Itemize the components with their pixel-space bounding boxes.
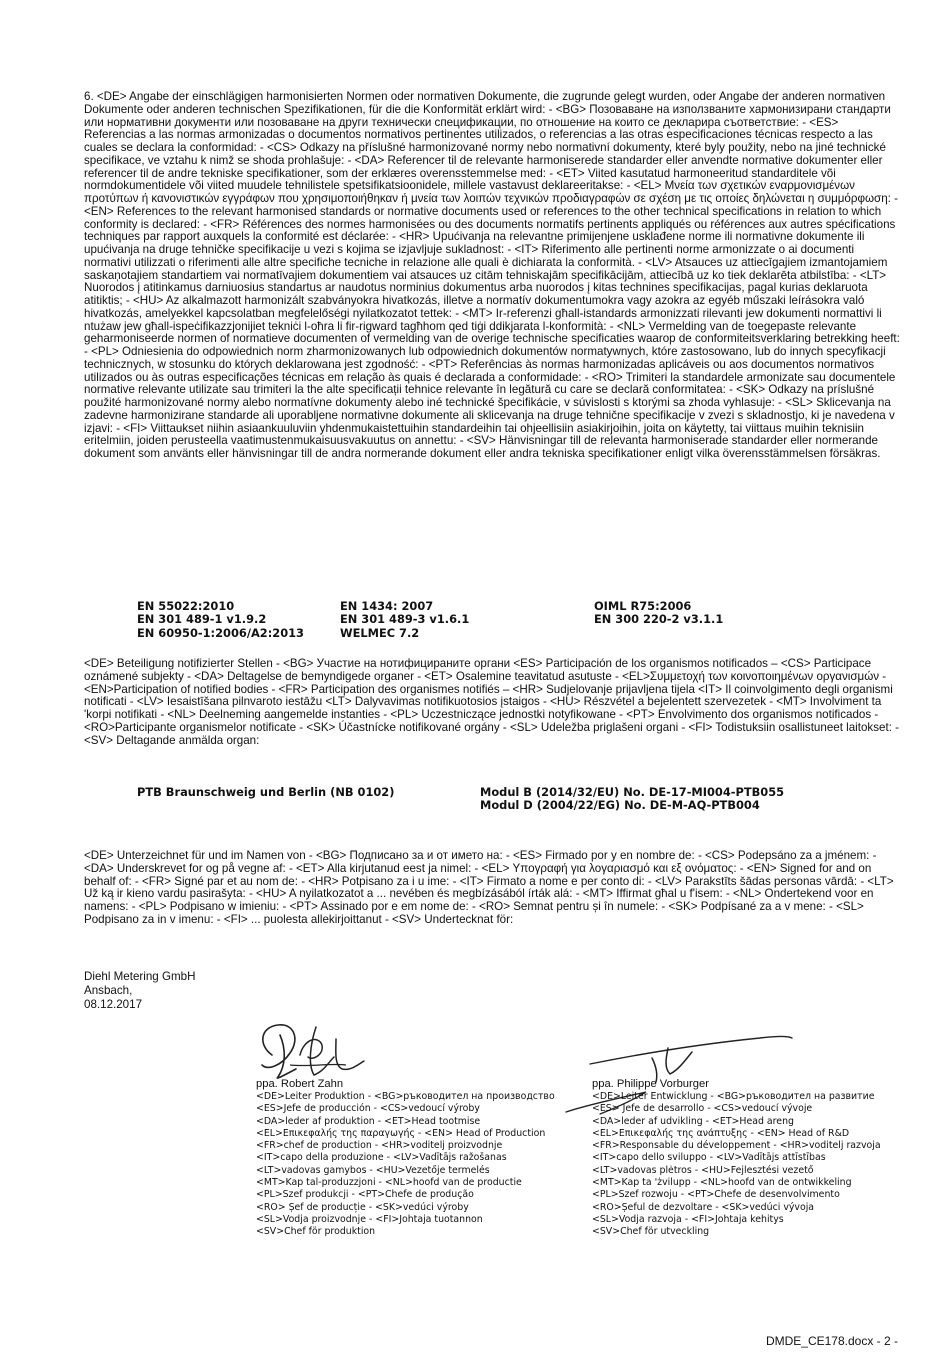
title-line: <FR>chef de production - <HR>voditelj proizvodnje [256,1140,503,1152]
title-line: <IT>capo della produzione - <LV>Vadītājs ražošanas [256,1152,507,1164]
title-line: <MT>Kap ta 'żvilupp - <NL>hoofd van de ontwikkeling [592,1177,852,1189]
standard-item: EN 60950-1:2006/A2:2013 [137,625,304,640]
standard-item: OIML R75:2006 [594,599,692,613]
title-line: <EL>Επικεφαλής της παραγωγής - <EN> Head of Production [256,1127,546,1139]
module-list [480,786,784,813]
standard-item: EN 1434: 2007 [340,599,434,613]
standards-row [137,613,837,626]
title-line: <SL>Vodja proizvodnje - <FI>Johtaja tuotannon [256,1213,483,1225]
module-b: Modul B (2014/32/EU) No. DE-17-MI004-PTB055 [480,785,785,799]
title-line: <SV>Chef för produktion [256,1226,376,1238]
signatory-right [592,1078,881,1239]
standard-item: EN 300 220-2 v3.1.1 [594,612,724,627]
signatory-name: ppa. Philippe Vorburger [592,1078,709,1090]
signature-left-image [250,1015,380,1081]
company-city: Ansbach, [84,984,133,997]
title-line: <DA>leder af udvikling - <ET>Head areng [592,1115,794,1127]
standards-row [137,627,837,640]
title-line: <DA>leder af produktion - <ET>Head tootmise [256,1115,481,1127]
signature-date: 08.12.2017 [84,998,143,1011]
notified-bodies-paragraph: <DE> Beteiligung notifizierter Stellen - <BG> Участие на нотифицираните органи <ES> Participación de los organismos notificados – <CS> Participace oznámené subjekty - <DA> Deltagelse de bemyndigede organer - <ET> Osalemine teavitatud asutuste - <EL>Συμμετοχή των κοινοποιημένων οργανισμών - <EN>Participation of notified bodies - <FR> Participation des organismes notifiés – <HR> Sudjelovanje prijavljena tijela <IT> Il coinvolgimento degli organismi notificati - <LV> Iesaistīšana pilnvaroto iestāžu <LT> Dalyvavimas notifikuotosios įstaigos - <HU> Részvétel a bejelentett szervezetek - <MT> Involviment ta 'korpi notifikati - <NL> Deelneming aangemelde instanties - <PL> Uczestniczące jednostki notyfikowane - <PT> Envolvimento dos organismos notificados - <RO>Participante organismelor notificate - <SK> Účastnícke notifikované orgány - <SL> Udeležba priglašeni organi - <FI> Todistuksiin osallistuneet laitokset: - <SV> Deltagande anmälda organ: [84,657,899,747]
title-line: <DE>Leiter Produktion - <BG>ръководител на производство [256,1091,555,1102]
page-footer: DMDE_CE178.docx - 2 - [765,1334,898,1348]
signed-paragraph: <DE> Unterzeichnet für und im Namen von - <BG> Подписано за и от името на: - <ES> Firmado por y en nombre de: - <CS> Podepsáno za a jménem: - <DA> Underskrevet for og på vegne af: - <ET> Alla kirjutanud eest ja nimel: - <EL> Υπογραφή για λογαριασμό και εξ ονόματος: - <EN> Signed for and on behalf of: - <FR> Signé par et au nom de: - <HR> Potpisano za i u ime: - <IT> Firmato a nome e per conto di: - <LV> Parakstīts šādas personas vārdā: - <LT> Už ką ir kieno vardu pasirašyta: - <HU> A nyilatkozatot a ... nevében és megbízásából írták alá: - <MT> Iffirmat għal u f'isem: - <NL> Ondertekend voor en namens: - <PL> Podpisano w imieniu: - <PT> Assinado por e em nome de: - <RO> Semnat pentru și în numele: - <SK> Podpísané za a v mene: - <SL> Podpisano za in v imenu: - <FI> ... puolesta allekirjoittanut - <SV> Undertecknat för: [84,849,894,926]
title-line: <EL>Επικεφαλής της ανάπτυξης - <EN> Head of R&D [592,1127,850,1139]
title-line: <IT>capo dello sviluppo - <LV>Vadītājs attīstības [592,1152,826,1164]
title-line: <LT>vadovas gamybos - <HU>Vezetője termelés [256,1164,490,1176]
signatory-left [256,1078,555,1239]
title-line: <PL>Szef produkcji - <PT>Chefe de produção [256,1189,474,1201]
standards-row [137,600,837,613]
title-line: <PL>Szef rozwoju - <PT>Chefe de desenvolvimento [592,1189,840,1201]
title-line: <RO>Șeful de dezvoltare - <SK>vedúci vývoja [592,1201,815,1213]
signatory-name: ppa. Robert Zahn [256,1078,344,1090]
title-line: <RO> Șef de producție - <SK>vedúci výroby [256,1201,469,1213]
company-name: Diehl Metering GmbH [84,970,196,983]
title-line: <ES>Jefe de producción - <CS>vedoucí výroby [256,1103,480,1115]
notified-body-name: PTB Braunschweig und Berlin (NB 0102) [137,785,395,799]
title-line: <LT>vadovas plėtros - <HU>Fejlesztési vezető [592,1164,814,1176]
title-line: <DE>Leiter Entwicklung - <BG>ръководител на развитие [592,1091,875,1102]
company-block [84,970,195,1012]
title-line: <FR>Responsable du développement - <HR>voditelj razvoja [592,1140,881,1152]
title-line: <SV>Chef för utveckling [592,1226,710,1238]
standards-list [137,600,837,640]
standard-item: WELMEC 7.2 [340,625,420,640]
standards-paragraph: 6. <DE> Angabe der einschlägigen harmonisierten Normen oder normativen Dokumente, die zugrunde gelegt wurden, oder Angabe der anderen normativen Dokumente oder anderen technischen Spezifikationen, für die die Konformität erklärt wird: - <BG> Позоваване на използваните хармонизирани стандарти или нормативни документи или позоваване на други технически спецификации, по отношение на които се декларира съответствие: - <ES> Referencias a las normas armonizadas o documentos normativos pertinentes utilizados, o referencias a las otras especificaciones técnicas respecto a las cuales se declara la conformidad: - <CS> Odkazy na příslušné harmonizované normy nebo normativní dokumenty, které byly použity, nebo na jiné technické specifikace, ve vztahu k nimž se shoda prohlašuje: - <DA> Referencer til de relevante harmoniserede standarder eller anvendte normative dokumenter eller referencer til de andre tekniske specifikationer, som der erklæres overensstemmelse med: - <ET> Viited kasutatud harmoneeritud standarditele või normdokumentidele või viited muudele tehnilistele spetsifikatsioonidele, millele vastavust deklareeritakse: - <EL> Μνεία των σχετικών εναρμονισμένων προτύπων ή κανονιστικών εγγράφων που χρησιμοποιήθηκαν ή μνεία των λοιπών τεχνικών προδιαγραφών σε σχέση με τις οποίες δηλώνεται η συμμόρφωση: - <EN> References to the relevant harmonised standards or normative documents used or references to the other technical specifications in relation to which conformity is declared: - <FR> Références des normes harmonisées ou des documents normatifs pertinents appliqués ou références aux autres spécifications techniques par rapport auxquels la conformité est déclarée: - <HR> Upućivanja na relevantne primijenjene usklađene norme ili normativne dokumente ili upućivanja na druge tehničke specifikacije u vezi s kojima se izjavljuje sukladnost: - <IT> Riferimento alle pertinenti norme armonizzate o ai documenti normativi utilizzati o riferimenti alle altre specifiche tecniche in relazione alle quali è dichiarata la conformità. - <LV> Atsauces uz attiecīgajiem izmantojamiem saskaņotajiem standartiem vai normatīvajiem dokumentiem vai atsauces uz citām tehniskajām specifikācijām, attiecībā uz ko tiek deklarēta atbilstība: - <LT> Nuorodos į atitinkamus darniuosius standartus ar naudotus norminius dokumentus arba nuorodos į kitas technines specifikacijas, pagal kurias deklaruota atitiktis; - <HU> Az alkalmazott harmonizált szabványokra hivatkozás, illetve a normatív dokumentumokra vagy azokra az egyéb műszaki leírásokra való hivatkozás, amelyekkel kapcsolatban megfelelőségi nyilatkozatot tettek: - <MT> Ir-referenzi għall-istandards armonizzati rilevanti jew dokumenti normattivi li ntużaw jew għall-ispeċifikazzjonijiet tekniċi l-oħra li fir-rigward tagħhom qed tiġi ddikjarata l-konformità: - <NL> Vermelding van de toegepaste relevante geharmoniseerde normen of normatieve documenten of vermelding van de overige technische specificaties waarop de conformiteitsverklaring betrekking heeft: - <PL> Odniesienia do odpowiednich norm zharmonizowanych lub odpowiednich dokumentów normatywnych, które zastosowano, lub do innych specyfikacji technicznych, w stosunku do których deklarowana jest zgodność: - <PT> Referências às normas harmonizadas aplicáveis ou aos documentos normativos utilizados ou às outras especificações técnicas em relação às quais é declarada a conformidade: - <RO> Trimiteri la standardele armonizate sau documentele normative relevante utilizate sau trimiteri la the alte specificații tehnice relevante în legătură cu care se declară conformitatea: - <SK> Odkazy na príslušné použité harmonizované normy alebo normatívne dokumenty alebo iné technické špecifikácie, v súvislosti s ktorými sa zhoda vyhlasuje: - <SL> Sklicevanja na zadevne harmonizirane standarde ali uporabljene normativne dokumente ali sklicevanja na druge tehnične specifikacije v zvezi s skladnostjo, ki je navedena v izjavi: - <FI> Viittaukset niihin asiaankuuluviin yhdenmukaistettuihin standardeihin tai ohjeellisiin asiakirjoihin, joita on käytetty, tai viittaus muihin teknisiin eritelmiin, joiden perusteella vaatimustenmukaisuusvakuutus on annettu: - <SV> Hänvisningar till de relevanta harmoniserade standarder eller normerande dokument som använts eller hänvisningar till de andra normerande dokument eller andra tekniska specifikationer enligt vilka överensstämmelsen försäkras. [84,90,900,460]
standard-item: EN 301 489-3 v1.6.1 [340,612,470,627]
title-line: <ES> Jefe de desarrollo - <CS>vedoucí vývoje [592,1103,813,1115]
title-line: <MT>Kap tal-produzzjoni - <NL>hoofd van de productie [256,1177,522,1189]
standard-item [594,627,834,640]
title-line: <SL>Vodja razvoja - <FI>Johtaja kehitys [592,1213,784,1225]
standard-item: EN 301 489-1 v1.9.2 [137,612,267,627]
module-d: Modul D (2004/22/EG) No. DE-M-AQ-PTB004 [480,798,760,813]
standard-item: EN 55022:2010 [137,599,235,613]
